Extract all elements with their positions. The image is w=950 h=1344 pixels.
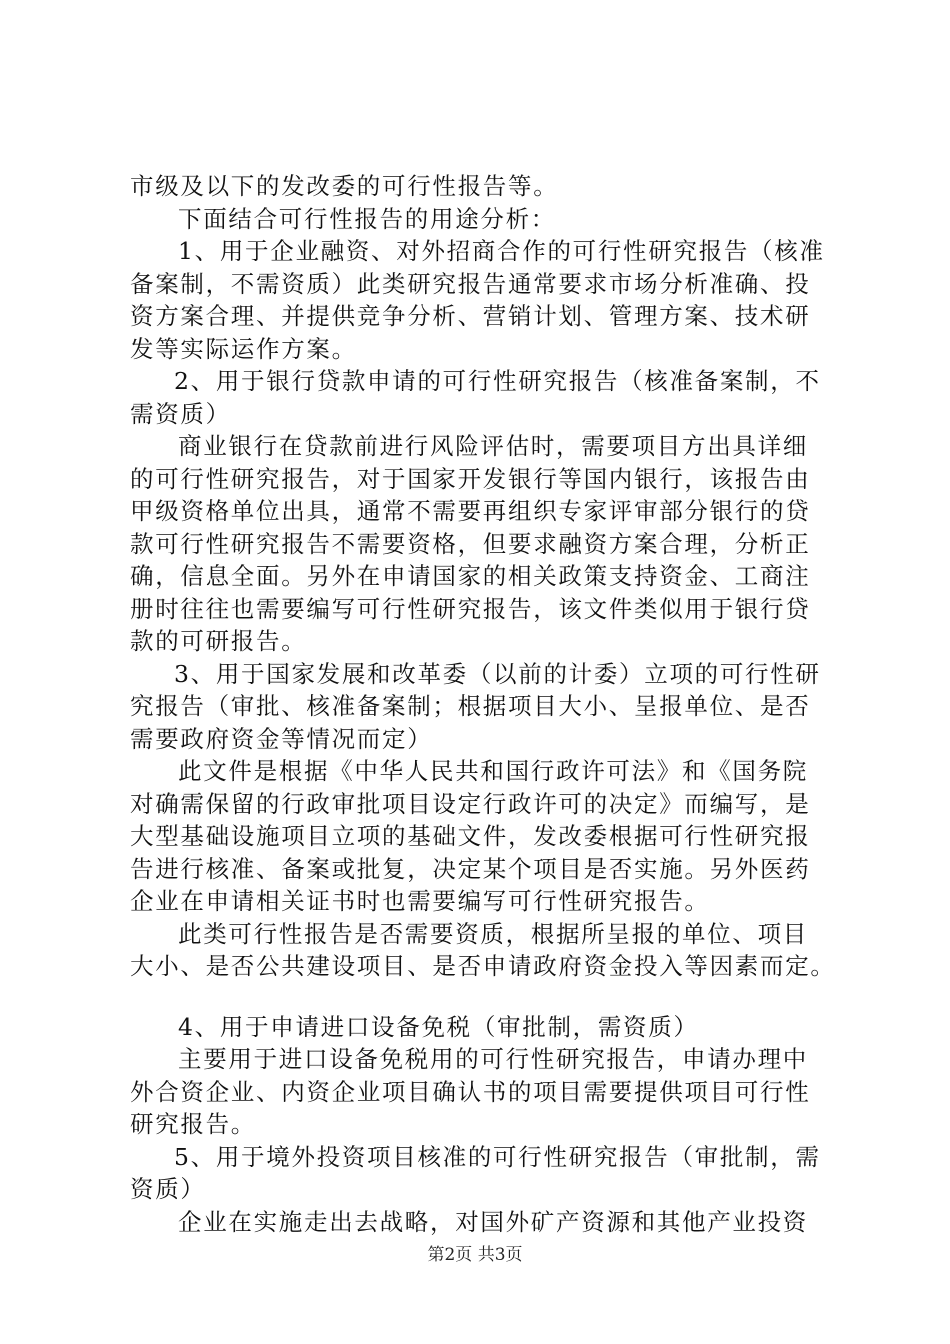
text-line: 的可行性研究报告，对于国家开发银行等国内银行，该报告由: [130, 464, 811, 493]
document-body: [130, 170, 836, 1238]
text-line: 备案制，不需资质）此类研究报告通常要求市场分析准确、投: [130, 269, 811, 298]
text-line: 4、用于申请进口设备免税（审批制，需资质）: [178, 1012, 699, 1041]
text-line: 需资质）: [130, 399, 231, 428]
text-line: 下面结合可行性报告的用途分析：: [178, 204, 556, 233]
paragraph-gap: [130, 983, 830, 1011]
text-line: 此文件是根据《中华人民共和国行政许可法》和《国务院: [178, 757, 808, 785]
text-line: 资方案合理、并提供竞争分析、营销计划、管理方案、技术研: [130, 302, 811, 330]
text-line: 3、用于国家发展和改革委（以前的计委）立项的可行性研: [174, 659, 821, 688]
text-line: 主要用于进口设备免税用的可行性研究报告，申请办理中: [178, 1045, 808, 1073]
text-line: 需要政府资金等情况而定）: [130, 724, 433, 753]
text-line: 2、用于银行贷款申请的可行性研究报告（核准备案制，不: [174, 367, 821, 395]
text-line: 商业银行在贷款前进行风险评估时，需要项目方出具详细: [178, 432, 808, 460]
text-line: 款可行性研究报告不需要资格，但要求融资方案合理，分析正: [130, 529, 811, 558]
text-line: 甲级资格单位出具，通常不需要再组织专家评审部分银行的贷: [130, 497, 811, 525]
text-line: 告进行核准、备案或批复，决定某个项目是否实施。另外医药: [130, 854, 811, 883]
text-line: 研究报告。: [130, 1110, 256, 1138]
text-line: 1、用于企业融资、对外招商合作的可行性研究报告（核准: [178, 237, 825, 265]
page-footer: 第2页 共3页: [427, 1245, 523, 1265]
text-line: 发等实际运作方案。: [130, 334, 357, 363]
text-line: 款的可研报告。: [130, 627, 307, 655]
text-line: 确，信息全面。另外在申请国家的相关政策支持资金、工商注: [130, 562, 811, 590]
text-line: 市级及以下的发改委的可行性报告等。: [130, 172, 559, 200]
text-line: 企业在实施走出去战略，对国外矿产资源和其他产业投资: [178, 1207, 808, 1236]
text-line: 此类可行性报告是否需要资质，根据所呈报的单位、项目: [178, 919, 808, 948]
text-line: 大小、是否公共建设项目、是否申请政府资金投入等因素而定。: [130, 952, 836, 980]
text-line: 企业在申请相关证书时也需要编写可行性研究报告。: [130, 887, 710, 915]
text-line: 5、用于境外投资项目核准的可行性研究报告（审批制，需: [174, 1142, 821, 1171]
text-line: 对确需保留的行政审批项目设定行政许可的决定》而编写，是: [130, 789, 811, 818]
text-line: 究报告（审批、核准备案制；根据项目大小、呈报单位、是否: [130, 692, 811, 720]
text-line: 外合资企业、内资企业项目确认书的项目需要提供项目可行性: [130, 1077, 811, 1106]
text-line: 大型基础设施项目立项的基础文件，发改委根据可行性研究报: [130, 822, 811, 850]
text-line: 册时往往也需要编写可行性研究报告，该文件类似用于银行贷: [130, 594, 811, 623]
text-line: 资质）: [130, 1175, 206, 1203]
